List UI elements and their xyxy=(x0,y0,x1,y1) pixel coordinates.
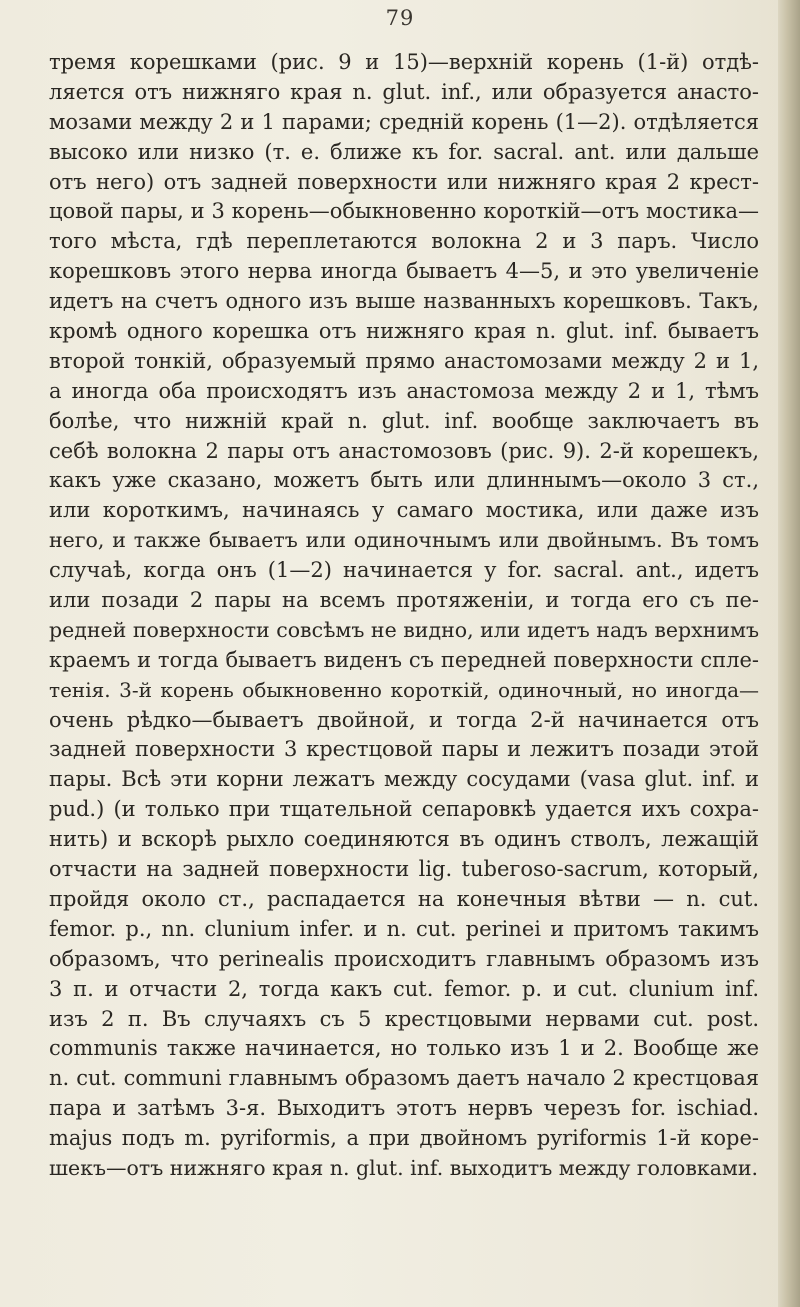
text-line: образомъ, что perinealis происходитъ главнымъ образомъ изъ xyxy=(49,946,759,971)
text-line: кромѣ одного корешка отъ нижняго края n. glut. inf. бываетъ xyxy=(49,319,759,344)
text-line: тремя корешками (рис. 9 и 15)—верхній корень (1-й) отдѣ- xyxy=(49,50,759,74)
text-line: 3 п. и отчасти 2, тогда какъ cut. femor. p. и cut. clunium inf. xyxy=(49,976,759,1001)
text-line: второй тонкій, образуемый прямо анастомозами между 2 и 1, xyxy=(49,348,759,373)
text-line: отъ него) отъ задней поверхности или нижняго края 2 крест- xyxy=(49,169,759,194)
text-line: majus подъ m. pyriformis, а при двойномъ pyriformis 1-й коре- xyxy=(49,1126,759,1151)
text-line: а иногда оба происходятъ изъ анастомоза между 2 и 1, тѣмъ xyxy=(49,378,759,403)
text-line: или позади 2 пары на всемъ протяженіи, и тогда его съ пе- xyxy=(49,588,759,613)
text-line: высоко или низко (т. е. ближе къ for. sacral. ant. или дальше xyxy=(49,139,759,164)
text-line: тенія. 3-й корень обыкновенно короткій, одиночный, но иногда— xyxy=(49,677,759,702)
text-line: цовой пары, и 3 корень—обыкновенно короткій—отъ мостика— xyxy=(49,199,759,224)
text-line: мозами между 2 и 1 парами; средній корень (1—2). отдѣляется xyxy=(49,109,759,134)
text-line: краемъ и тогда бываетъ виденъ съ передней поверхности спле- xyxy=(49,647,759,672)
page-edge-shadow xyxy=(778,0,800,1307)
text-line: того мѣста, гдѣ переплетаются волокна 2 и 3 паръ. Число xyxy=(49,229,759,254)
text-line: femor. p., nn. clunium infer. и n. cut. perinei и притомъ такимъ xyxy=(49,916,759,941)
body-text xyxy=(49,48,759,1184)
text-line: пары. Всѣ эти корни лежатъ между сосудами (vasa glut. inf. и xyxy=(49,767,759,792)
text-line: идетъ на счетъ одного изъ выше названныхъ корешковъ. Такъ, xyxy=(49,289,759,314)
text-line: отчасти на задней поверхности lig. tubeгoso-sacrum, который, xyxy=(49,857,759,882)
text-line: нить) и вскорѣ рыхло соединяются въ одинъ стволъ, лежащій xyxy=(49,827,759,852)
text-line: пройдя около ст., распадается на конечныя вѣтви — n. cut. xyxy=(49,886,759,911)
text-line: pud.) (и только при тщательной сепаровкѣ удается ихъ сохра- xyxy=(49,797,759,822)
text-line: задней поверхности 3 крестцовой пары и лежитъ позади этой xyxy=(49,737,759,762)
text-line: корешковъ этого нерва иногда бываетъ 4—5, и это увеличеніе xyxy=(49,259,759,284)
text-line: шекъ—отъ нижняго края n. glut. inf. выходитъ между головками. xyxy=(49,1155,759,1180)
text-line: изъ 2 п. Въ случаяхъ съ 5 крестцовыми нервами cut. post. xyxy=(49,1006,759,1031)
text-line: пара и затѣмъ 3-я. Выходитъ этотъ нервъ черезъ for. ischiad. xyxy=(49,1096,759,1121)
text-line: болѣе, что нижній край n. glut. inf. вообще заключаетъ въ xyxy=(49,408,759,433)
text-line: себѣ волокна 2 пары отъ анастомозовъ (рис. 9). 2-й корешекъ, xyxy=(49,438,759,463)
text-line: ляется отъ нижняго края n. glut. inf., или образуется анасто- xyxy=(49,79,759,104)
text-line: очень рѣдко—бываетъ двойной, и тогда 2-й начинается отъ xyxy=(49,707,759,732)
text-line: communis также начинается, но только изъ 1 и 2. Вообще же xyxy=(49,1036,759,1061)
text-line: случаѣ, когда онъ (1—2) начинается у for. sacral. ant., идетъ xyxy=(49,558,759,583)
page-number: 79 xyxy=(385,6,415,30)
text-line: редней поверхности совсѣмъ не видно, или идетъ надъ верхнимъ xyxy=(49,617,760,642)
text-line: какъ уже сказано, можетъ быть или длиннымъ—около 3 ст., xyxy=(49,468,759,493)
text-line: него, и также бываетъ или одиночнымъ или двойнымъ. Въ томъ xyxy=(49,528,759,553)
text-line: n. cut. communi главнымъ образомъ даетъ начало 2 крестцовая xyxy=(49,1066,759,1091)
text-line: или короткимъ, начинаясь у самаго мостика, или даже изъ xyxy=(49,498,759,523)
